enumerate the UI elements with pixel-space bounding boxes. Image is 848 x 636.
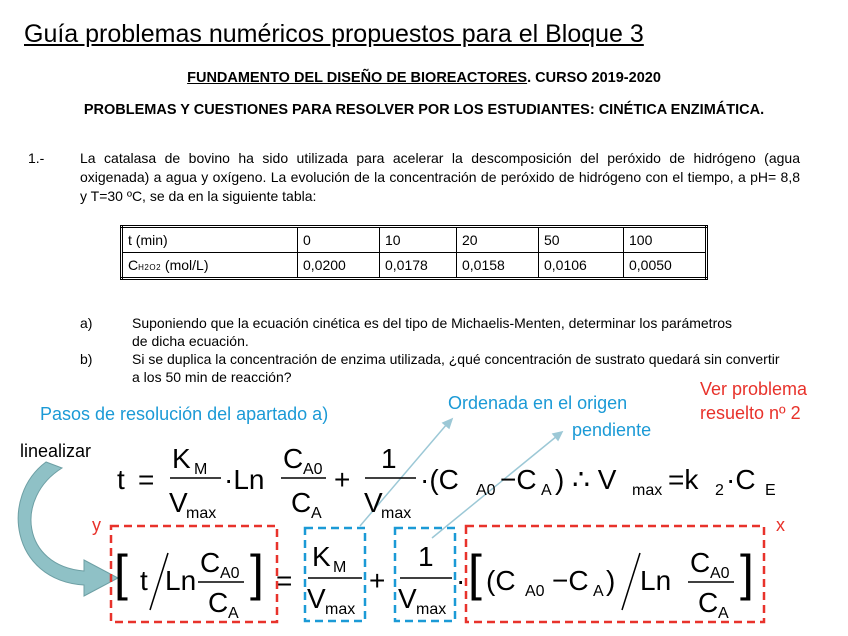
table-cell: 0,0200 xyxy=(298,253,380,279)
intercept-label: Ordenada en el origen xyxy=(448,393,628,413)
svg-text:C: C xyxy=(200,547,221,578)
svg-text:+: + xyxy=(369,565,386,596)
svg-text:t: t xyxy=(117,464,125,495)
svg-text:V: V xyxy=(398,583,417,614)
conc-symbol: C xyxy=(128,257,139,273)
svg-text:M: M xyxy=(194,461,208,478)
svg-text:·Ln: ·Ln xyxy=(224,464,265,495)
svg-text:A: A xyxy=(541,482,552,499)
svg-text:]: ] xyxy=(740,545,754,601)
svg-text:−C: −C xyxy=(552,565,589,596)
svg-text:[: [ xyxy=(114,545,128,601)
linearized-equation xyxy=(114,541,754,622)
svg-text:C: C xyxy=(283,443,304,474)
svg-text:2: 2 xyxy=(715,482,724,499)
table-cell: 0,0158 xyxy=(457,253,539,279)
svg-text:−C: −C xyxy=(500,464,537,495)
svg-text:C: C xyxy=(698,587,719,618)
conc-subscript: H2O2 xyxy=(138,263,162,272)
guide-title: Guía problemas numéricos propuestos para el Bloque 3 xyxy=(24,20,644,48)
svg-text:(C: (C xyxy=(486,565,516,596)
steps-label: Pasos de resolución del apartado a) xyxy=(40,404,329,424)
curved-arrow-icon xyxy=(18,462,118,596)
slope-label: pendiente xyxy=(572,420,652,440)
x-axis-label: x xyxy=(776,515,785,535)
svg-text:C: C xyxy=(690,547,711,578)
svg-text:C: C xyxy=(208,587,229,618)
table-cell: 50 xyxy=(539,227,624,253)
svg-text:V: V xyxy=(169,487,188,518)
svg-text:A: A xyxy=(593,583,604,600)
svg-text:C: C xyxy=(291,487,312,518)
question-a-text: Suponiendo que la ecuación cinética es del tipo de Michaelis-Menten, determinar los parámetros de dicha ecuación. xyxy=(132,315,733,349)
svg-text:t: t xyxy=(140,565,148,596)
svg-text:[: [ xyxy=(468,545,482,601)
svg-text:Ln: Ln xyxy=(165,565,197,596)
linearize-label: linealizar xyxy=(20,441,92,461)
svg-text:K: K xyxy=(172,443,191,474)
svg-text:A: A xyxy=(311,505,322,522)
question-a-label: a) xyxy=(80,315,93,331)
svg-text:]: ] xyxy=(250,545,264,601)
svg-text:M: M xyxy=(333,559,347,576)
svg-text:max: max xyxy=(186,505,217,522)
main-equation xyxy=(117,443,776,522)
svg-text:=k: =k xyxy=(668,464,699,495)
svg-text:A0: A0 xyxy=(710,565,730,582)
y-axis-label: y xyxy=(92,515,101,535)
svg-text:): ) xyxy=(606,565,616,596)
svg-text:A0: A0 xyxy=(525,583,545,600)
question-b-text: Si se duplica la concentración de enzima utilizada, ¿qué concentración de sustrato quedará sin convertir a los 50 min de reacción? xyxy=(132,351,780,385)
svg-text:max: max xyxy=(381,505,412,522)
svg-text:=: = xyxy=(138,464,155,495)
svg-text:1: 1 xyxy=(418,541,434,572)
table-cell: 0,0178 xyxy=(380,253,457,279)
table-cell: 10 xyxy=(380,227,457,253)
svg-text:·(C: ·(C xyxy=(420,464,459,495)
svg-text:K: K xyxy=(312,541,331,572)
conc-unit: (mol/L) xyxy=(161,257,209,273)
svg-text:A0: A0 xyxy=(220,565,240,582)
table-cell: t (min) xyxy=(122,227,298,253)
svg-text:V: V xyxy=(307,583,326,614)
svg-text:) ∴ V: ) ∴ V xyxy=(555,464,617,495)
problem-statement: La catalasa de bovino ha sido utilizada para acelerar la descomposición del peróxido de hidrógeno (agua oxigenada) a agua y oxígeno. La evolución de la concentración de peróxido de hidrógeno con el tiempo, a pH= 8,8 y T=30 ºC, se da en la siguiente tabla: xyxy=(80,150,800,204)
svg-text:V: V xyxy=(364,487,383,518)
svg-text:E: E xyxy=(765,482,776,499)
svg-text:Ln: Ln xyxy=(640,565,672,596)
svg-text:·C: ·C xyxy=(726,464,756,495)
svg-text:max: max xyxy=(416,601,447,618)
svg-text:max: max xyxy=(325,601,356,618)
svg-text:A: A xyxy=(228,605,239,622)
section-heading: PROBLEMAS Y CUESTIONES PARA RESOLVER POR LOS ESTUDIANTES: CINÉTICA ENZIMÁTICA. xyxy=(83,102,765,118)
table-cell: 0 xyxy=(298,227,380,253)
svg-text:A: A xyxy=(718,605,729,622)
table-cell: 0,0106 xyxy=(539,253,624,279)
problem-number: 1.- xyxy=(28,150,45,166)
svg-text:·: · xyxy=(456,565,466,596)
svg-text:1: 1 xyxy=(381,443,397,474)
svg-text:A0: A0 xyxy=(476,482,496,499)
svg-text:=: = xyxy=(276,565,293,596)
svg-text:A0: A0 xyxy=(303,461,323,478)
course-year: . CURSO 2019-2020 xyxy=(527,70,661,86)
see-problem-line2: resuelto nº 2 xyxy=(700,403,801,423)
question-b-label: b) xyxy=(80,351,93,367)
table-cell: 100 xyxy=(624,227,707,253)
table-cell: 20 xyxy=(457,227,539,253)
svg-text:max: max xyxy=(632,482,663,499)
see-problem-line1: Ver problema xyxy=(700,379,808,399)
table-cell: 0,0050 xyxy=(624,253,707,279)
course-name: FUNDAMENTO DEL DISEÑO DE BIOREACTORES xyxy=(187,70,528,86)
svg-text:+: + xyxy=(334,464,351,495)
